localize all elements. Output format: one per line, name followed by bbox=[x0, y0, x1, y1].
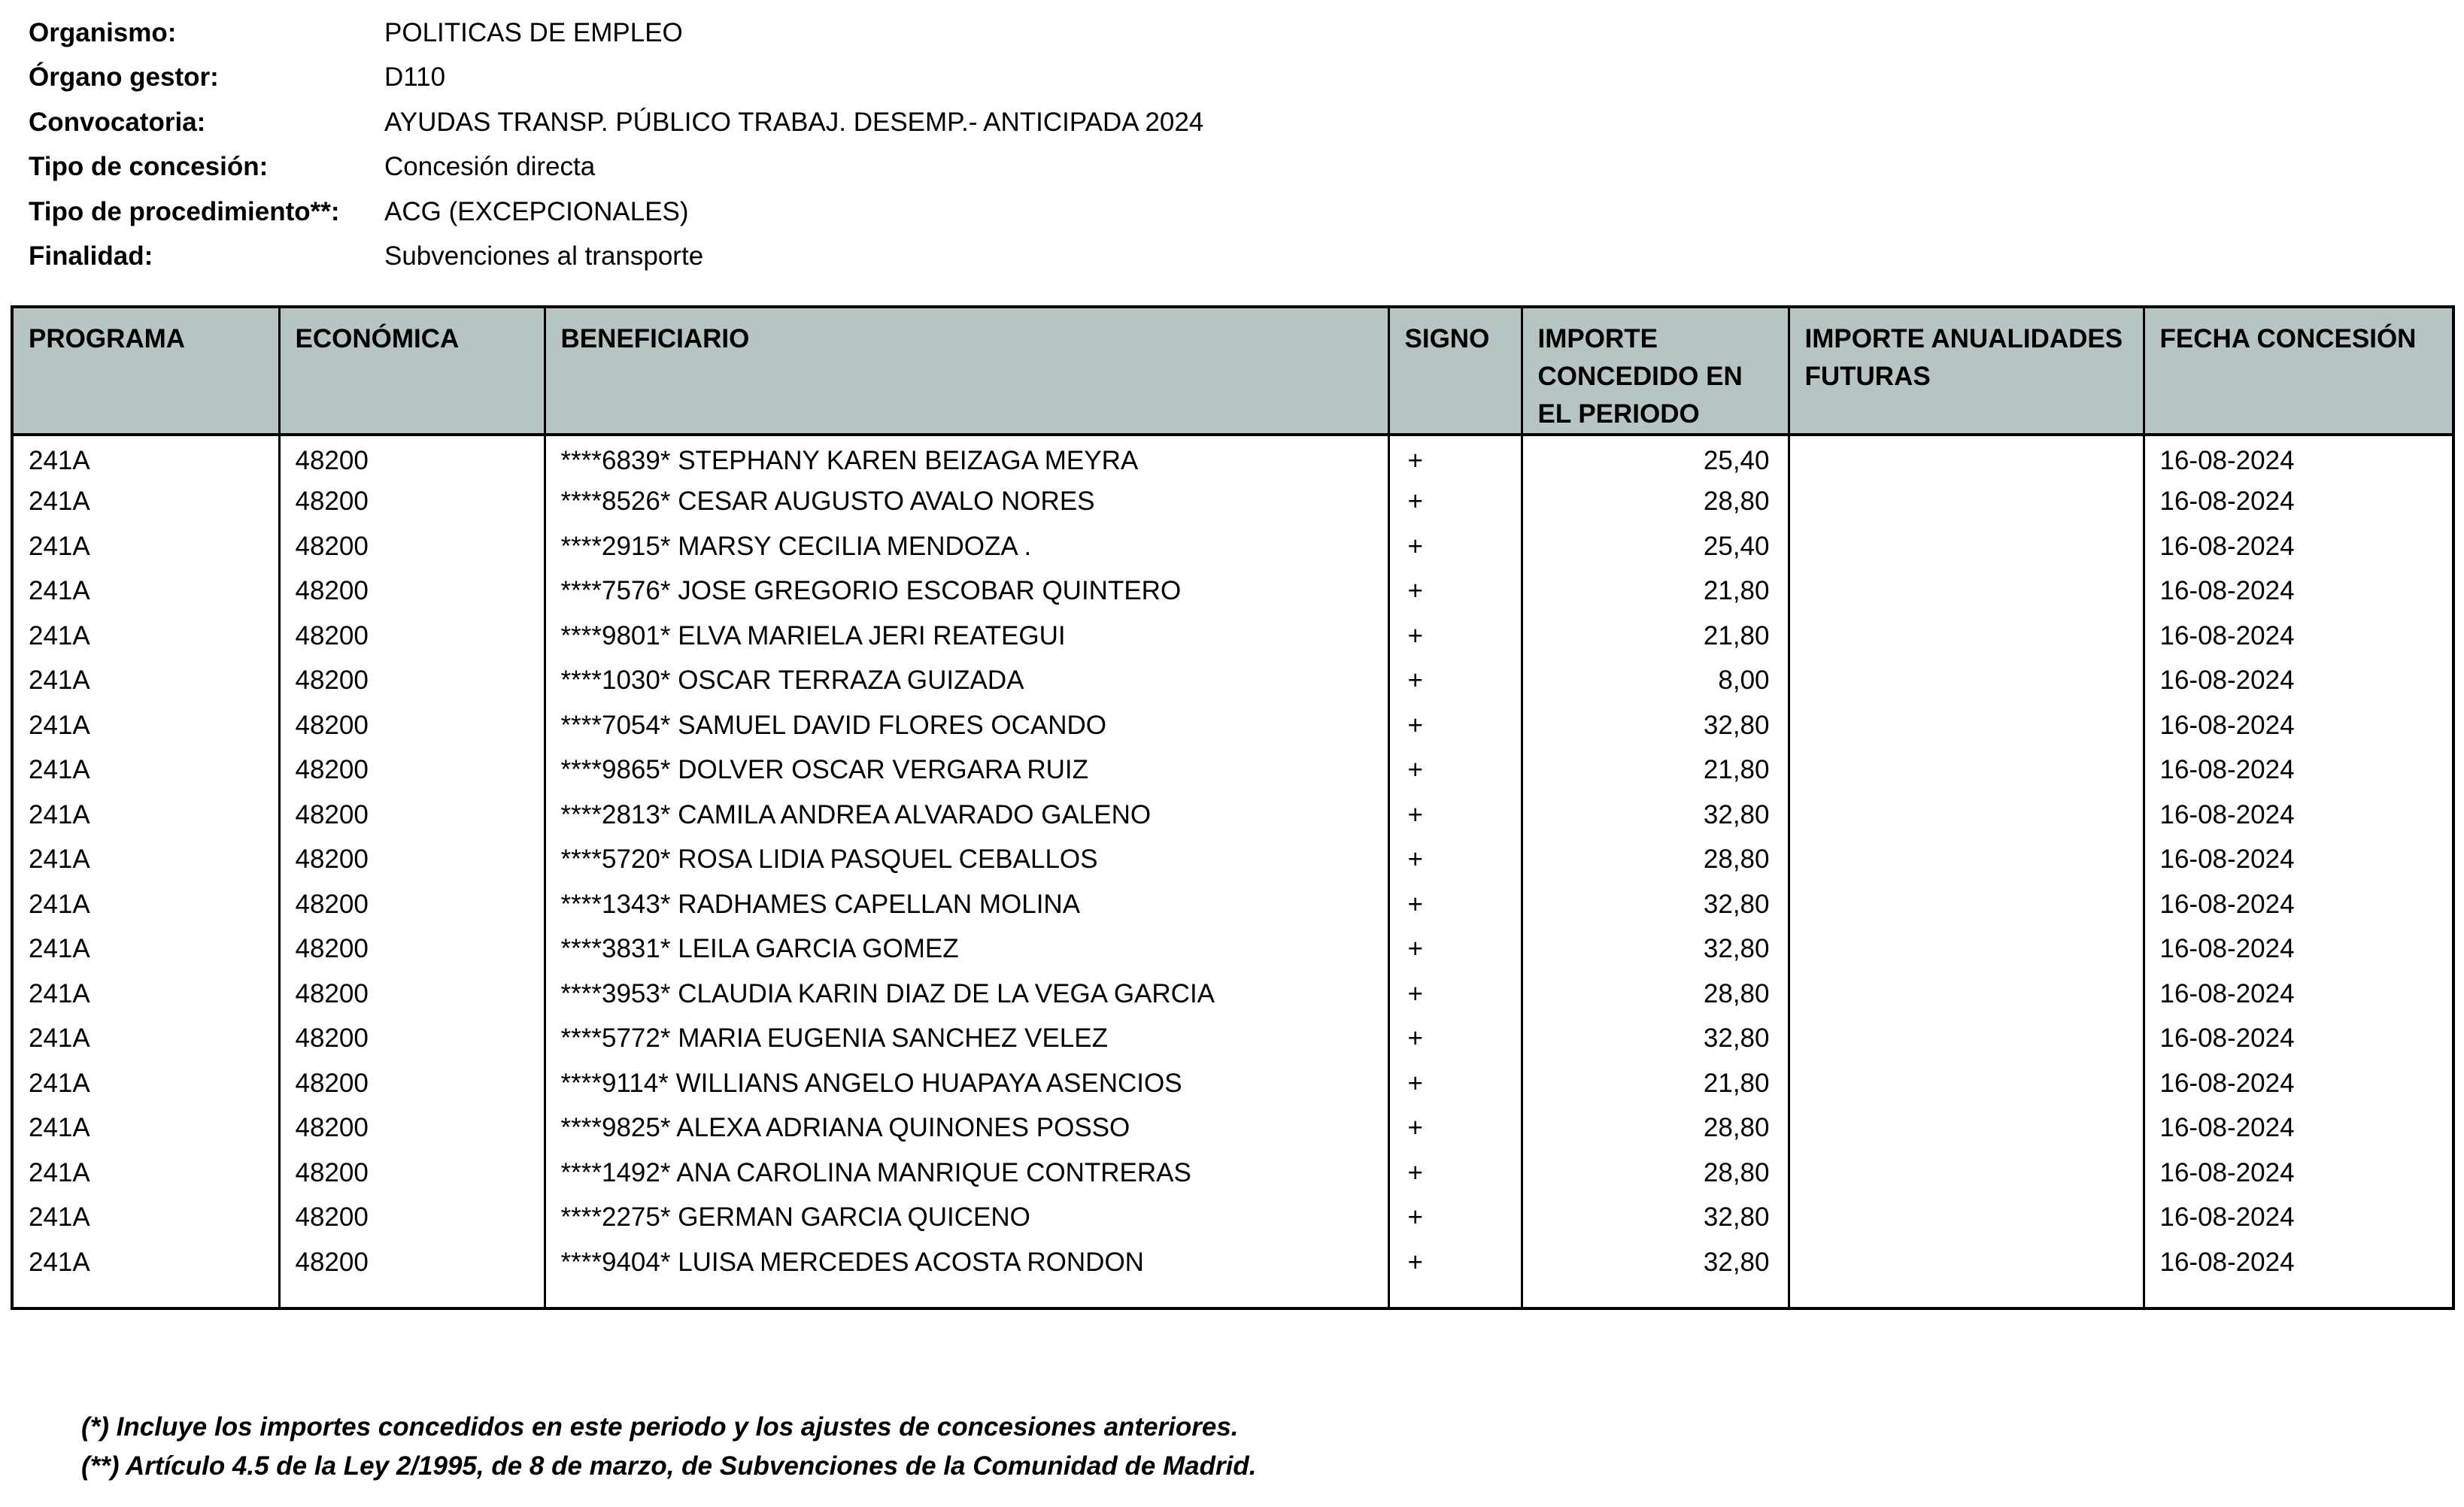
filler-cell bbox=[1789, 1285, 2144, 1308]
cell-anualidades bbox=[1789, 748, 2144, 793]
cell-economica: 48200 bbox=[279, 1240, 545, 1285]
meta-row-tipo-concesion bbox=[29, 145, 1203, 190]
cell-anualidades bbox=[1789, 838, 2144, 883]
cell-economica: 48200 bbox=[279, 659, 545, 704]
header-signo: SIGNO bbox=[1388, 308, 1522, 435]
cell-fecha: 16-08-2024 bbox=[2159, 620, 2295, 650]
cell-beneficiario: ****9825* ALEXA ADRIANA QUINONES POSSO bbox=[545, 1106, 1388, 1151]
cell-fecha: 16-08-2024 bbox=[2159, 799, 2295, 829]
cell-anualidades bbox=[1789, 927, 2144, 972]
cell-anualidades bbox=[1789, 1017, 2144, 1062]
cell-programa: 241A bbox=[14, 480, 279, 525]
table-row bbox=[14, 927, 2452, 972]
finalidad-label: Finalidad: bbox=[29, 241, 153, 271]
cell-anualidades bbox=[1789, 882, 2144, 927]
cell-beneficiario: ****9404* LUISA MERCEDES ACOSTA RONDON bbox=[545, 1240, 1388, 1285]
cell-economica: 48200 bbox=[279, 972, 545, 1017]
cell-fecha: 16-08-2024 bbox=[2159, 889, 2295, 919]
table-row bbox=[14, 614, 2452, 659]
cell-fecha: 16-08-2024 bbox=[2159, 1157, 2295, 1187]
cell-fecha: 16-08-2024 bbox=[2159, 1202, 2295, 1233]
cell-fecha: 16-08-2024 bbox=[2159, 445, 2295, 475]
cell-beneficiario: ****3831* LEILA GARCIA GOMEZ bbox=[545, 927, 1388, 972]
cell-economica: 48200 bbox=[279, 748, 545, 793]
table-row bbox=[14, 838, 2452, 883]
cell-programa: 241A bbox=[14, 524, 279, 569]
cell-fecha: 16-08-2024 bbox=[2159, 710, 2295, 740]
finalidad-value: Subvenciones al transporte bbox=[384, 241, 704, 271]
cell-economica: 48200 bbox=[279, 569, 545, 614]
cell-importe: 32,80 bbox=[1522, 1017, 1789, 1062]
cell-economica: 48200 bbox=[279, 480, 545, 525]
cell-beneficiario: ****9801* ELVA MARIELA JERI REATEGUI bbox=[545, 614, 1388, 659]
table-header-row bbox=[14, 308, 2452, 435]
cell-importe: 21,80 bbox=[1522, 748, 1789, 793]
cell-fecha: 16-08-2024 bbox=[2159, 576, 2295, 606]
cell-importe: 25,40 bbox=[1522, 435, 1789, 480]
cell-signo: + bbox=[1388, 1017, 1522, 1062]
cell-anualidades bbox=[1789, 614, 2144, 659]
cell-fecha: 16-08-2024 bbox=[2159, 844, 2295, 875]
header-anualidades: IMPORTE ANUALIDADES FUTURAS bbox=[1789, 308, 2144, 435]
cell-anualidades bbox=[1789, 793, 2144, 838]
cell-fecha: 16-08-2024 bbox=[2159, 531, 2295, 561]
cell-anualidades bbox=[1789, 524, 2144, 569]
table-row bbox=[14, 703, 2452, 748]
cell-programa: 241A bbox=[14, 1151, 279, 1196]
cell-signo: + bbox=[1388, 748, 1522, 793]
cell-anualidades bbox=[1789, 1061, 2144, 1106]
cell-signo: + bbox=[1388, 569, 1522, 614]
filler-cell bbox=[1522, 1285, 1789, 1308]
cell-importe: 32,80 bbox=[1522, 793, 1789, 838]
cell-signo: + bbox=[1388, 882, 1522, 927]
cell-fecha: 16-08-2024 bbox=[2159, 1068, 2295, 1098]
cell-importe: 32,80 bbox=[1522, 1196, 1789, 1241]
cell-programa: 241A bbox=[14, 435, 279, 480]
cell-beneficiario: ****2813* CAMILA ANDREA ALVARADO GALENO bbox=[545, 793, 1388, 838]
table-row bbox=[14, 569, 2452, 614]
cell-fecha: 16-08-2024 bbox=[2159, 978, 2295, 1008]
cell-economica: 48200 bbox=[279, 838, 545, 883]
filler-cell bbox=[14, 1285, 279, 1308]
convocatoria-label: Convocatoria: bbox=[29, 107, 206, 137]
cell-importe: 32,80 bbox=[1522, 1240, 1789, 1285]
cell-economica: 48200 bbox=[279, 882, 545, 927]
table-row bbox=[14, 480, 2452, 525]
meta-row-finalidad bbox=[29, 235, 1203, 280]
cell-programa: 241A bbox=[14, 838, 279, 883]
cell-beneficiario: ****2275* GERMAN GARCIA QUICENO bbox=[545, 1196, 1388, 1241]
meta-row-organo bbox=[29, 56, 1203, 101]
cell-signo: + bbox=[1388, 524, 1522, 569]
cell-signo: + bbox=[1388, 659, 1522, 704]
cell-signo: + bbox=[1388, 1106, 1522, 1151]
cell-importe: 28,80 bbox=[1522, 972, 1789, 1017]
cell-fecha: 16-08-2024 bbox=[2159, 487, 2295, 517]
cell-beneficiario: ****3953* CLAUDIA KARIN DIAZ DE LA VEGA GARCIA bbox=[545, 972, 1388, 1017]
organismo-label: Organismo: bbox=[29, 17, 177, 47]
cell-importe: 28,80 bbox=[1522, 1106, 1789, 1151]
cell-signo: + bbox=[1388, 480, 1522, 525]
table-row bbox=[14, 435, 2452, 480]
cell-signo: + bbox=[1388, 703, 1522, 748]
cell-importe: 32,80 bbox=[1522, 882, 1789, 927]
tipo-concesion-label: Tipo de concesión: bbox=[29, 152, 269, 182]
cell-beneficiario: ****9114* WILLIANS ANGELO HUAPAYA ASENCIOS bbox=[545, 1061, 1388, 1106]
cell-economica: 48200 bbox=[279, 703, 545, 748]
cell-beneficiario: ****7576* JOSE GREGORIO ESCOBAR QUINTERO bbox=[545, 569, 1388, 614]
cell-signo: + bbox=[1388, 793, 1522, 838]
cell-fecha: 16-08-2024 bbox=[2159, 934, 2295, 964]
table-row bbox=[14, 748, 2452, 793]
tipo-procedimiento-label: Tipo de procedimiento**: bbox=[29, 196, 340, 226]
table-body bbox=[14, 435, 2452, 1307]
cell-beneficiario: ****5772* MARIA EUGENIA SANCHEZ VELEZ bbox=[545, 1017, 1388, 1062]
cell-beneficiario: ****6839* STEPHANY KAREN BEIZAGA MEYRA bbox=[545, 435, 1388, 480]
table-row bbox=[14, 793, 2452, 838]
table-row bbox=[14, 659, 2452, 704]
cell-anualidades bbox=[1789, 435, 2144, 480]
header-fecha: FECHA CONCESIÓN bbox=[2144, 308, 2452, 435]
cell-importe: 28,80 bbox=[1522, 838, 1789, 883]
cell-programa: 241A bbox=[14, 927, 279, 972]
cell-economica: 48200 bbox=[279, 524, 545, 569]
filler-cell bbox=[2144, 1285, 2452, 1308]
grant-metadata bbox=[29, 11, 1203, 279]
cell-economica: 48200 bbox=[279, 1061, 545, 1106]
table-row bbox=[14, 1061, 2452, 1106]
meta-row-organismo bbox=[29, 11, 1203, 56]
cell-fecha: 16-08-2024 bbox=[2159, 666, 2295, 696]
cell-beneficiario: ****2915* MARSY CECILIA MENDOZA . bbox=[545, 524, 1388, 569]
organo-label: Órgano gestor: bbox=[29, 62, 219, 92]
meta-row-convocatoria bbox=[29, 100, 1203, 145]
cell-economica: 48200 bbox=[279, 435, 545, 480]
cell-economica: 48200 bbox=[279, 1106, 545, 1151]
filler-cell bbox=[545, 1285, 1388, 1308]
cell-fecha: 16-08-2024 bbox=[2159, 1113, 2295, 1143]
cell-economica: 48200 bbox=[279, 1017, 545, 1062]
cell-importe: 32,80 bbox=[1522, 927, 1789, 972]
cell-anualidades bbox=[1789, 480, 2144, 525]
cell-programa: 241A bbox=[14, 1106, 279, 1151]
cell-programa: 241A bbox=[14, 703, 279, 748]
filler-cell bbox=[1388, 1285, 1522, 1308]
cell-anualidades bbox=[1789, 569, 2144, 614]
cell-anualidades bbox=[1789, 1196, 2144, 1241]
cell-programa: 241A bbox=[14, 1196, 279, 1241]
cell-programa: 241A bbox=[14, 882, 279, 927]
table-row bbox=[14, 1017, 2452, 1062]
cell-anualidades bbox=[1789, 659, 2144, 704]
header-beneficiario: BENEFICIARIO bbox=[545, 308, 1388, 435]
cell-signo: + bbox=[1388, 435, 1522, 480]
cell-importe: 28,80 bbox=[1522, 480, 1789, 525]
cell-programa: 241A bbox=[14, 793, 279, 838]
table-row bbox=[14, 972, 2452, 1017]
cell-programa: 241A bbox=[14, 1240, 279, 1285]
cell-fecha: 16-08-2024 bbox=[2159, 755, 2295, 785]
cell-fecha: 16-08-2024 bbox=[2159, 1247, 2295, 1277]
table-row bbox=[14, 1240, 2452, 1285]
organismo-value: POLITICAS DE EMPLEO bbox=[384, 17, 683, 47]
cell-beneficiario: ****1343* RADHAMES CAPELLAN MOLINA bbox=[545, 882, 1388, 927]
cell-economica: 48200 bbox=[279, 1196, 545, 1241]
cell-signo: + bbox=[1388, 972, 1522, 1017]
cell-programa: 241A bbox=[14, 659, 279, 704]
cell-beneficiario: ****8526* CESAR AUGUSTO AVALO NORES bbox=[545, 480, 1388, 525]
cell-importe: 21,80 bbox=[1522, 569, 1789, 614]
table-row bbox=[14, 1196, 2452, 1241]
cell-beneficiario: ****1492* ANA CAROLINA MANRIQUE CONTRERAS bbox=[545, 1151, 1388, 1196]
cell-importe: 21,80 bbox=[1522, 614, 1789, 659]
cell-programa: 241A bbox=[14, 1017, 279, 1062]
cell-anualidades bbox=[1789, 1240, 2144, 1285]
cell-programa: 241A bbox=[14, 972, 279, 1017]
table-filler-row bbox=[14, 1285, 2452, 1308]
cell-programa: 241A bbox=[14, 569, 279, 614]
header-importe: IMPORTE CONCEDIDO EN EL PERIODO bbox=[1522, 308, 1789, 435]
cell-signo: + bbox=[1388, 1196, 1522, 1241]
beneficiaries-table bbox=[11, 305, 2455, 1310]
cell-signo: + bbox=[1388, 927, 1522, 972]
table-row bbox=[14, 1106, 2452, 1151]
cell-anualidades bbox=[1789, 1151, 2144, 1196]
cell-signo: + bbox=[1388, 838, 1522, 883]
organo-value: D110 bbox=[384, 62, 446, 92]
table-row bbox=[14, 882, 2452, 927]
cell-economica: 48200 bbox=[279, 793, 545, 838]
cell-beneficiario: ****5720* ROSA LIDIA PASQUEL CEBALLOS bbox=[545, 838, 1388, 883]
footnote-1: (*) Incluye los importes concedidos en este periodo y los ajustes de concesiones anteriores. bbox=[81, 1412, 1239, 1442]
cell-fecha: 16-08-2024 bbox=[2159, 1023, 2295, 1054]
tipo-concesion-value: Concesión directa bbox=[384, 152, 596, 182]
cell-programa: 241A bbox=[14, 614, 279, 659]
tipo-procedimiento-value: ACG (EXCEPCIONALES) bbox=[384, 196, 689, 226]
cell-signo: + bbox=[1388, 1240, 1522, 1285]
table-row bbox=[14, 1151, 2452, 1196]
filler-cell bbox=[279, 1285, 545, 1308]
header-economica: ECONÓMICA bbox=[279, 308, 545, 435]
cell-signo: + bbox=[1388, 1061, 1522, 1106]
meta-row-tipo-procedimiento bbox=[29, 190, 1203, 235]
cell-beneficiario: ****7054* SAMUEL DAVID FLORES OCANDO bbox=[545, 703, 1388, 748]
cell-beneficiario: ****1030* OSCAR TERRAZA GUIZADA bbox=[545, 659, 1388, 704]
cell-economica: 48200 bbox=[279, 614, 545, 659]
cell-economica: 48200 bbox=[279, 1151, 545, 1196]
convocatoria-value: AYUDAS TRANSP. PÚBLICO TRABAJ. DESEMP.- ANTICIPADA 2024 bbox=[384, 107, 1204, 137]
table-row bbox=[14, 524, 2452, 569]
cell-importe: 32,80 bbox=[1522, 703, 1789, 748]
cell-importe: 21,80 bbox=[1522, 1061, 1789, 1106]
cell-beneficiario: ****9865* DOLVER OSCAR VERGARA RUIZ bbox=[545, 748, 1388, 793]
footnote-2: (**) Artículo 4.5 de la Ley 2/1995, de 8 de marzo, de Subvenciones de la Comunidad de Madrid. bbox=[81, 1451, 1257, 1481]
cell-anualidades bbox=[1789, 703, 2144, 748]
cell-anualidades bbox=[1789, 1106, 2144, 1151]
cell-importe: 28,80 bbox=[1522, 1151, 1789, 1196]
cell-anualidades bbox=[1789, 972, 2144, 1017]
cell-signo: + bbox=[1388, 1151, 1522, 1196]
footnotes bbox=[81, 1408, 1256, 1486]
cell-programa: 241A bbox=[14, 1061, 279, 1106]
cell-importe: 8,00 bbox=[1522, 659, 1789, 704]
cell-signo: + bbox=[1388, 614, 1522, 659]
header-programa: PROGRAMA bbox=[14, 308, 279, 435]
cell-programa: 241A bbox=[14, 748, 279, 793]
cell-importe: 25,40 bbox=[1522, 524, 1789, 569]
cell-economica: 48200 bbox=[279, 927, 545, 972]
